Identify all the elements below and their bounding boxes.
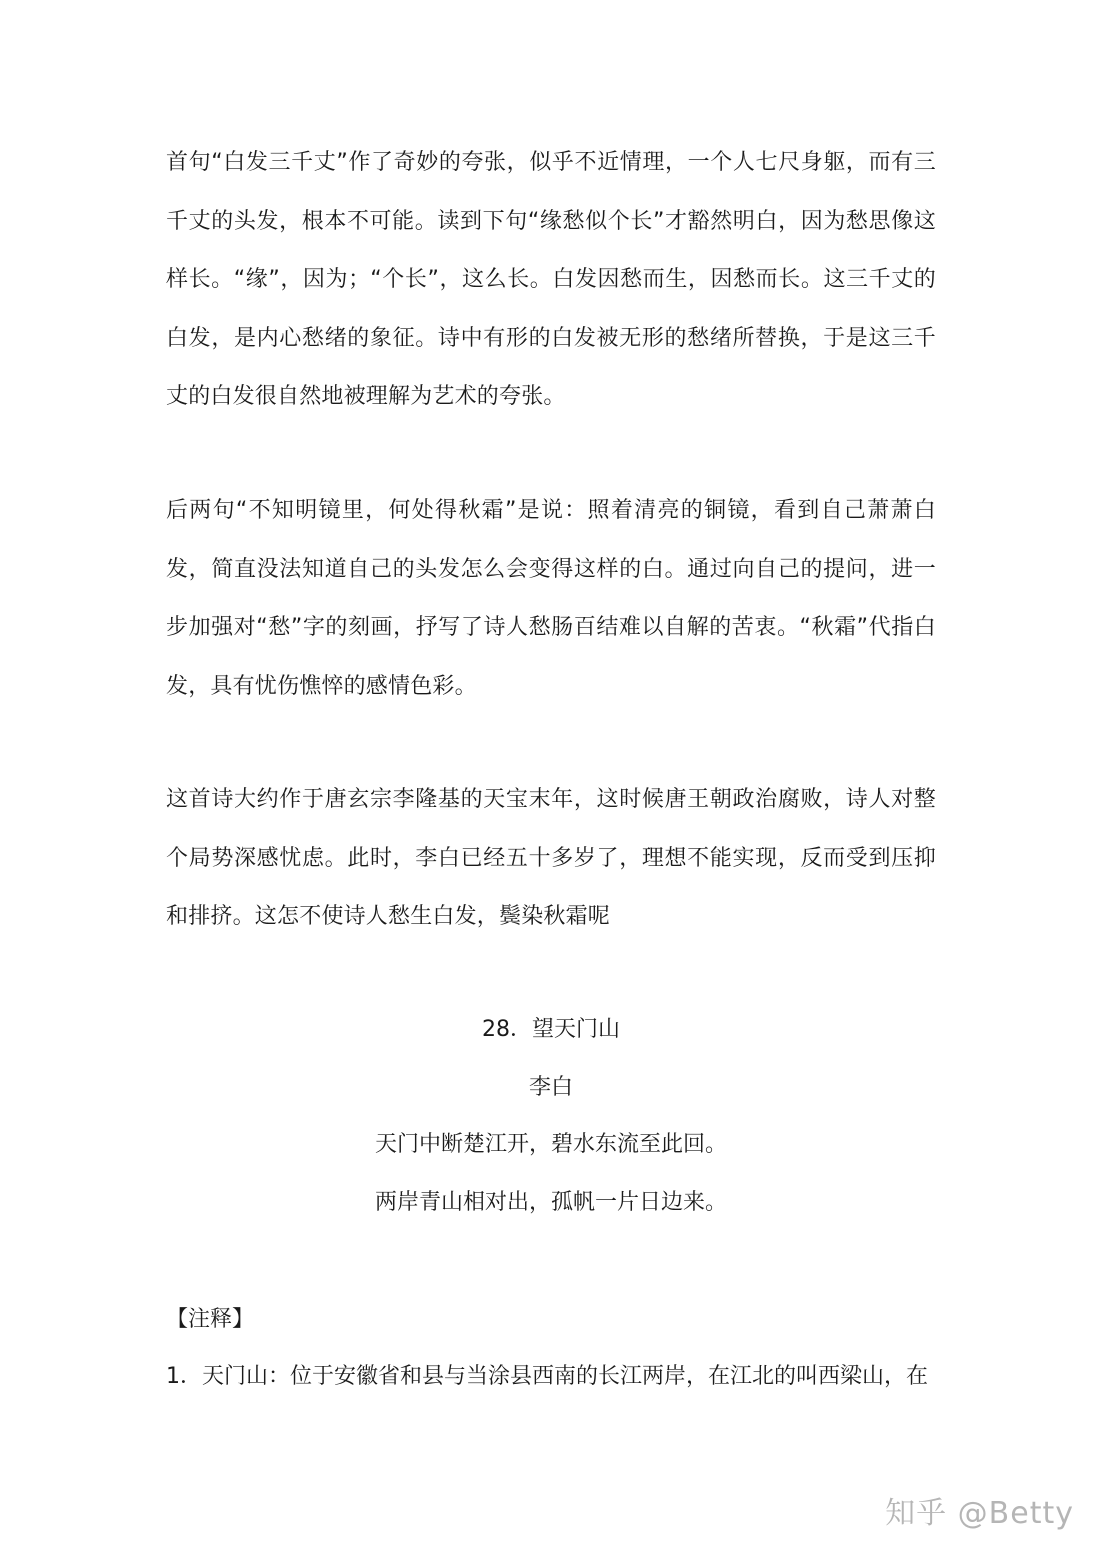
- watermark: 知乎 @Betty: [885, 1496, 1074, 1531]
- note-item: 1．天门山：位于安徽省和县与当涂县西南的长江两岸，在江北的叫西梁山，在: [166, 1364, 928, 1389]
- notes-heading: 【注释】: [166, 1307, 255, 1332]
- poem-author: 李白: [528, 1075, 573, 1100]
- paragraph-white-hair-analysis: 首句“白发三千丈”作了奇妙的夸张，似乎不近情理，一个人七尺身躯，而有三千丈的头发，根本不可能。读到下句“缘愁似个长”才豁然明白，因为愁思像这样长。“缘”，因为；“个长”，这么长。白发因愁而生，因愁而长。这三千丈的白发，是内心愁绪的象征。诗中有形的白发被无形的愁绪所替换，于是这三千丈的白发很自然地被理解为艺术的夸张。: [166, 150, 936, 409]
- paragraph-mirror-analysis: 后两句“不知明镜里，何处得秋霜”是说：照着清亮的铜镜，看到自己萧萧白发，简直没法知道自己的头发怎么会变得这样的白。通过向自己的提问，进一步加强对“愁”字的刻画，抒写了诗人愁肠百结难以自解的苦衷。“秋霜”代指白发，具有忧伤憔悴的感情色彩。: [166, 498, 936, 699]
- poem-line: 两岸青山相对出，孤帆一片日边来。: [374, 1190, 727, 1215]
- poem-line: 天门中断楚江开，碧水东流至此回。: [374, 1132, 727, 1157]
- poem-title: 28．望天门山: [482, 1017, 620, 1042]
- paragraph-historical-context: 这首诗大约作于唐玄宗李隆基的天宝末年，这时候唐王朝政治腐败，诗人对整个局势深感忧虑。此时，李白已经五十多岁了，理想不能实现，反而受到压抑和排挤。这怎不使诗人愁生白发，鬓染秋霜呢: [166, 787, 936, 929]
